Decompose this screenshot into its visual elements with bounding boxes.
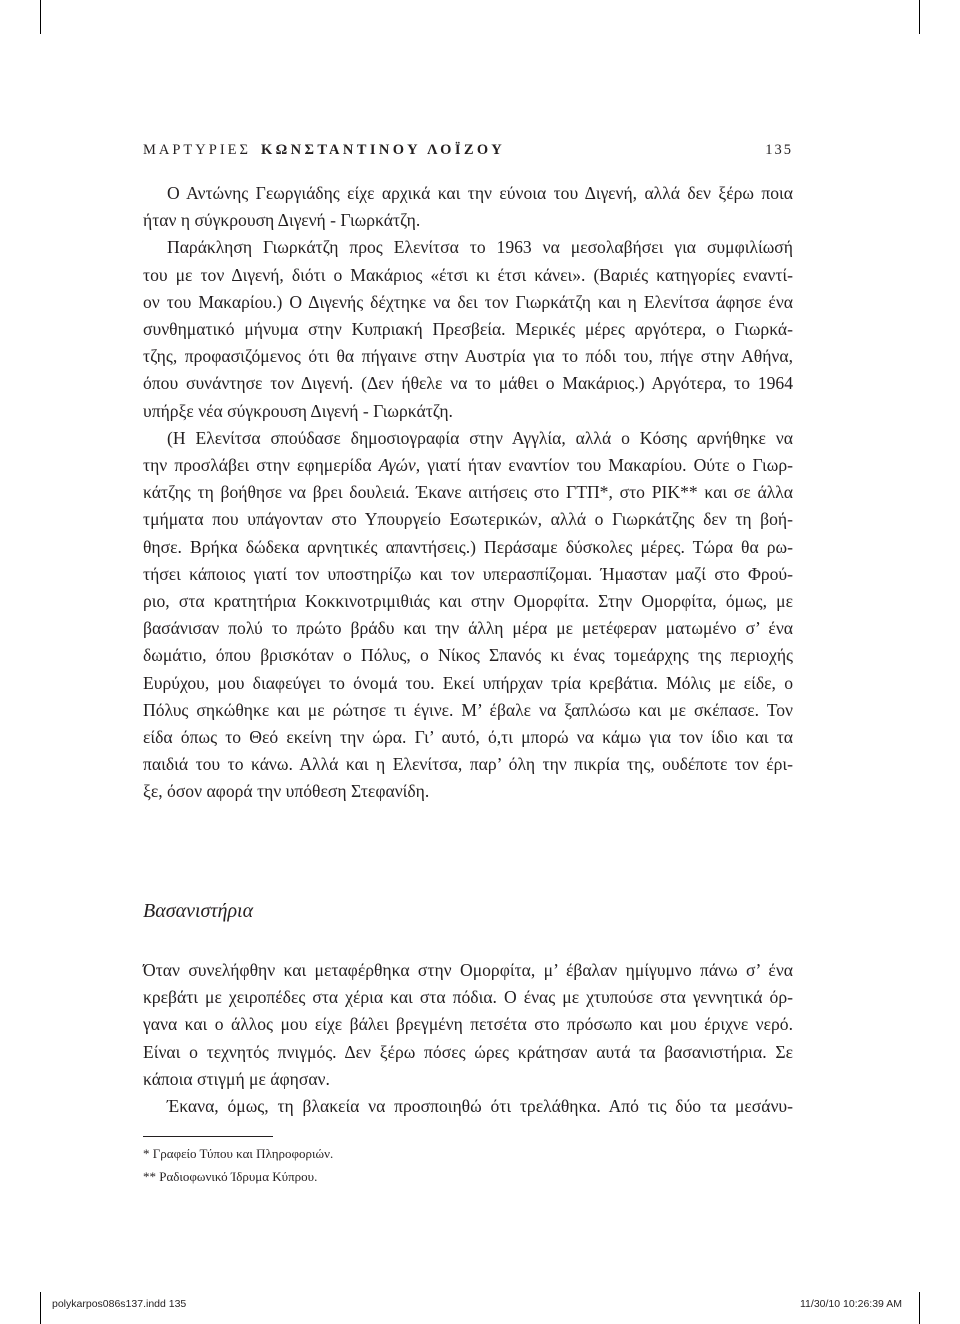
body-line: είδα όπως το Θεό εκείνη την ώρα. Γι’ αυτό, ό,τι μπορώ να κάμω για τον ίδιο και τα [143, 727, 793, 748]
body-line: ον του Μακαρίου.) Ο Διγενής δέχτηκε να δει τον Γιωρκάτζη και η Ελενίτσα άφησε ένα [143, 291, 793, 312]
header-author: ΚΩΝΣΤΑΝΤΙΝΟΥ ΛΟΪΖΟΥ [260, 142, 506, 158]
body-line: ήταν η σύγκρουση Διγενή - Γιωρκάτζη. [143, 210, 421, 231]
footnote: ** Ραδιοφωνικό Ίδρυμα Κύπρου. [143, 1169, 318, 1184]
body-line: Παράκληση Γιωρκάτζη προς Ελενίτσα το 1963 να μεσολαβήσει για συμφιλίωσή [167, 237, 793, 258]
body-line: θησε. Βρήκα δώδεκα αρνητικές απαντήσεις.) Περάσαμε δύσκολες μέρες. Τώρα θα ρω- [143, 536, 793, 557]
body-line: δωμάτιο, όπου βρισκόταν ο Πόλυς, ο Νίκος Σπανός κι ένας τομεάρχης της περιοχής [143, 645, 793, 666]
body-line: κάτζης τη βοήθησε να βρει δουλειά. Έκανε αιτήσεις στο ΓΤΠ*, στο ΡΙΚ** και σε άλλα [143, 482, 793, 503]
footnote: * Γραφείο Τύπου και Πληροφοριών. [143, 1146, 334, 1161]
body-line: βασάνισαν πολύ το πρώτο βράδυ και την άλλη μέρα με μετέφεραν ματωμένο σ’ ένα [143, 618, 793, 639]
body-line: συνθηματικό μήνυμα στην Κυπριακή Πρεσβεία. Μερικές μέρες αργότερα, ο Γιωρκά- [143, 319, 793, 340]
section-line: κρεβάτι με χειροπέδες στα χέρια και στα πόδια. Ο ένας με χτυπούσε στα γεννητικά όρ- [143, 987, 793, 1008]
body-line-with-italic: την προσλάβει στην εφημερίδα Αγών, γιατί ήταν εναντίον του Μακαρίου. Ούτε ο Γιωρ- [143, 455, 793, 476]
section-line: Έκανα, όμως, τη βλακεία να προσποιηθώ ότι τρελάθηκα. Από τις δύο τα μεσάνυ- [167, 1096, 793, 1117]
footnote-rule [143, 1136, 273, 1137]
body-line: τήσει κάποιος γιατί τον υποστηρίζω και τον υπερασπίζομαι. Ήμασταν μαζί στο Φρού- [143, 563, 793, 584]
body-text [143, 180, 793, 806]
newspaper-name: Αγών [378, 455, 416, 476]
page-number: 135 [765, 142, 793, 158]
body-line: (Η Ελενίτσα σπούδασε δημοσιογραφία στην Αγγλία, αλλά ο Κόσης αρνήθηκε να [167, 427, 793, 448]
body-line: Ευρύχου, μου διαφεύγει το όνομά του. Εκεί υπήρχαν τρία κρεβάτια. Μόλις με είδε, ο [143, 672, 793, 693]
body-line: τμήματα που υπάγονταν στο Υπουργείο Εσωτερικών, αλλά ο Γιωρκάτζης δεν τη βοή- [143, 509, 793, 530]
body-line: όπου συνάντησε τον Διγενή. (Δεν ήθελε να το μάθει ο Μακάριος.) Αργότερα, το 1964 [143, 373, 793, 394]
running-header [143, 142, 793, 162]
section-line: γανα και ο άλλος μου είχε βάλει βρεγμένη πετσέτα στο πρόσωπο και μου έριχνε νερό. [143, 1014, 793, 1035]
body-line: Ο Αντώνης Γεωργιάδης είχε αρχικά και την εύνοια του Διγενή, αλλά δεν ξέρω ποια [167, 183, 793, 203]
section-heading: Βασανιστήρια [143, 900, 254, 922]
body-line: παιδιά του το κάνω. Αλλά και η Ελενίτσα, παρ’ όλη την πικρία της, ουδέποτε τον έρι- [143, 754, 793, 775]
slug-date: 11/30/10 10:26:39 AM [800, 1298, 902, 1310]
crop-mark-top-left [40, 0, 41, 34]
body-line: υπήρξε νέα σύγκρουση Διγενή - Γιωρκάτζη. [143, 400, 453, 421]
section-text [143, 957, 793, 1120]
body-line: τζης, προφασιζόμενος ότι θα πήγαινε στην Αυστρία για το πόδι του, πήγε στην Αθήνα, [143, 346, 793, 367]
header-label: ΜΑΡΤΥΡΙΕΣ ΚΩΝΣΤΑΝΤΙΝΟΥ ΛΟΪΖΟΥ [143, 142, 506, 158]
body-line: ριο, στα κρατητήρια Κοκκινοτριμιθιάς και στην Ομορφίτα. Στην Ομορφίτα, όμως, με [143, 591, 793, 612]
crop-mark-top-right [919, 0, 920, 34]
body-line: του με τον Διγενή, διότι ο Μακάριος «έτσι κι έτσι κάνει». (Βαριές κατηγορίες εναντί- [143, 264, 793, 285]
slug-file: polykarpos086s137.indd 135 [52, 1298, 187, 1310]
body-line: Πόλυς σηκώθηκε και με ρώτησε τι έγινε. Μ’ έβαλε να ξαπλώσω και με σκέπασε. Τον [143, 699, 793, 720]
section-line: Όταν συνελήφθην και μεταφέρθηκα στην Ομορφίτα, μ’ έβαλαν ημίγυμνο πάνω σ’ ένα [143, 960, 793, 980]
printer-slug [0, 1298, 960, 1314]
section-line: Είναι ο τεχνητός πνιγμός. Δεν ξέρω πόσες ώρες κράτησαν αυτά τα βασανιστήρια. Σε [143, 1041, 793, 1062]
section-line: κάποια στιγμή με άφησαν. [143, 1068, 330, 1089]
body-line: ξε, όσον αφορά την υπόθεση Στεφανίδη. [143, 781, 430, 802]
